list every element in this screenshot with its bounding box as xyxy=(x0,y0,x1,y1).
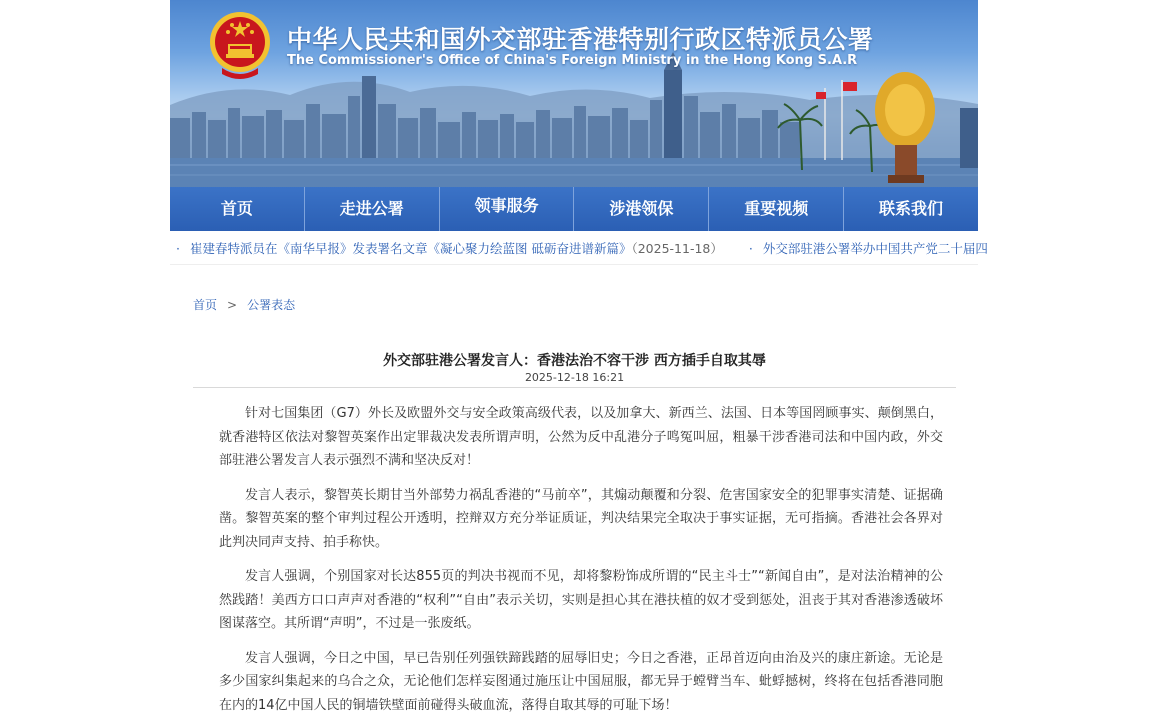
ticker-item[interactable] xyxy=(749,241,988,256)
breadcrumb-home-link[interactable]: 首页 xyxy=(193,298,218,312)
breadcrumb-section-link[interactable]: 公署表态 xyxy=(247,298,296,312)
nav-item-contact[interactable]: 联系我们 xyxy=(844,187,978,231)
header-banner xyxy=(170,0,1140,187)
article-paragraph: 发言人表示，黎智英长期甘当外部势力祸乱香港的“马前卒”，其煽动颠覆和分裂、危害国家安全的犯罪事实清楚、证据确凿。黎智英案的整个审判过程公开透明，控辩双方充分举证质证，判决结果完全取决于事实证据，无可指摘。香港社会各界对此判决同声支持、拍手称快。 xyxy=(219,487,943,550)
ticker-item-text: 外交部驻港公署举办中国共产党二十届四 xyxy=(762,241,988,256)
watermark: fmcoprc xyxy=(1104,6,1140,17)
article-title: 外交部驻港公署发言人：香港法治不容干涉 西方插手自取其辱 xyxy=(383,353,766,369)
article-paragraph: 针对七国集团（G7）外长及欧盟外交与安全政策高级代表，以及加拿大、新西兰、法国、日本等国罔顾事实、颠倒黑白，就香港特区依法对黎智英案作出定罪裁决发表所谓声明，公然为反中乱港分子鸣冤叫屈，粗暴干涉香港司法和中国内政，外交部驻港公署发言人表示强烈不满和坚决反对！ xyxy=(219,406,943,468)
site-title-chinese: 中华人民共和国外交部驻香港特别行政区特派员公署 xyxy=(287,25,874,54)
article-paragraph: 发言人强调，今日之中国，早已告别任列强铁蹄践踏的屈辱旧史；今日之香港，正昂首迈向由治及兴的康庄新途。无论是多少国家纠集起来的乌合之众，无论他们怎样妄图通过施压让中国屈服，都无异于螳臂当车、蚍蜉撼树，终将在包括香港同胞在内的14亿中国人民的铜墙铁壁面前碰得头破血流，落得自取其辱的可耻下场！ xyxy=(219,650,943,713)
ticker-item-text: 崔建春特派员在《南华早报》发表署名文章《凝心聚力绘蓝图 砥砺奋进谱新篇》 xyxy=(189,241,632,256)
article-paragraph: 发言人强调，个别国家对长达855页的判决书视而不见，却将黎粉饰成所谓的“民主斗士”“新闻自由”，是对法治精神的公然践踏！美西方口口声声对香港的“权利”“自由”表示关切，实则是担心其在港扶植的奴才受到惩处，沮丧于其对香港渗透破坏图谋落空。其所谓“声明”，不过是一张废纸。 xyxy=(219,569,943,631)
bullet-icon: · xyxy=(748,241,753,256)
main-nav xyxy=(170,187,978,231)
article-body xyxy=(219,402,943,728)
site-title-english: The Commissioner's Office of China's Foreign Ministry in the Hong Kong S.A.R xyxy=(287,53,858,68)
title-divider xyxy=(193,387,956,388)
nav-item-home[interactable]: 首页 xyxy=(170,187,305,231)
nav-item-consular[interactable]: 领事服务 xyxy=(440,187,575,231)
ticker-item[interactable] xyxy=(176,241,723,256)
article-date: 2025-12-18 16:21 xyxy=(524,371,625,384)
bullet-icon: · xyxy=(176,241,180,256)
breadcrumb-separator: > xyxy=(227,298,238,312)
breadcrumb xyxy=(193,296,295,313)
national-emblem-icon xyxy=(208,10,272,80)
nav-item-protection[interactable]: 涉港领保 xyxy=(574,187,709,231)
ticker-item-date: （2025-11-18） xyxy=(631,241,723,256)
nav-item-videos[interactable]: 重要视频 xyxy=(709,187,844,231)
news-ticker xyxy=(170,234,988,265)
nav-item-about[interactable]: 走进公署 xyxy=(305,187,440,231)
